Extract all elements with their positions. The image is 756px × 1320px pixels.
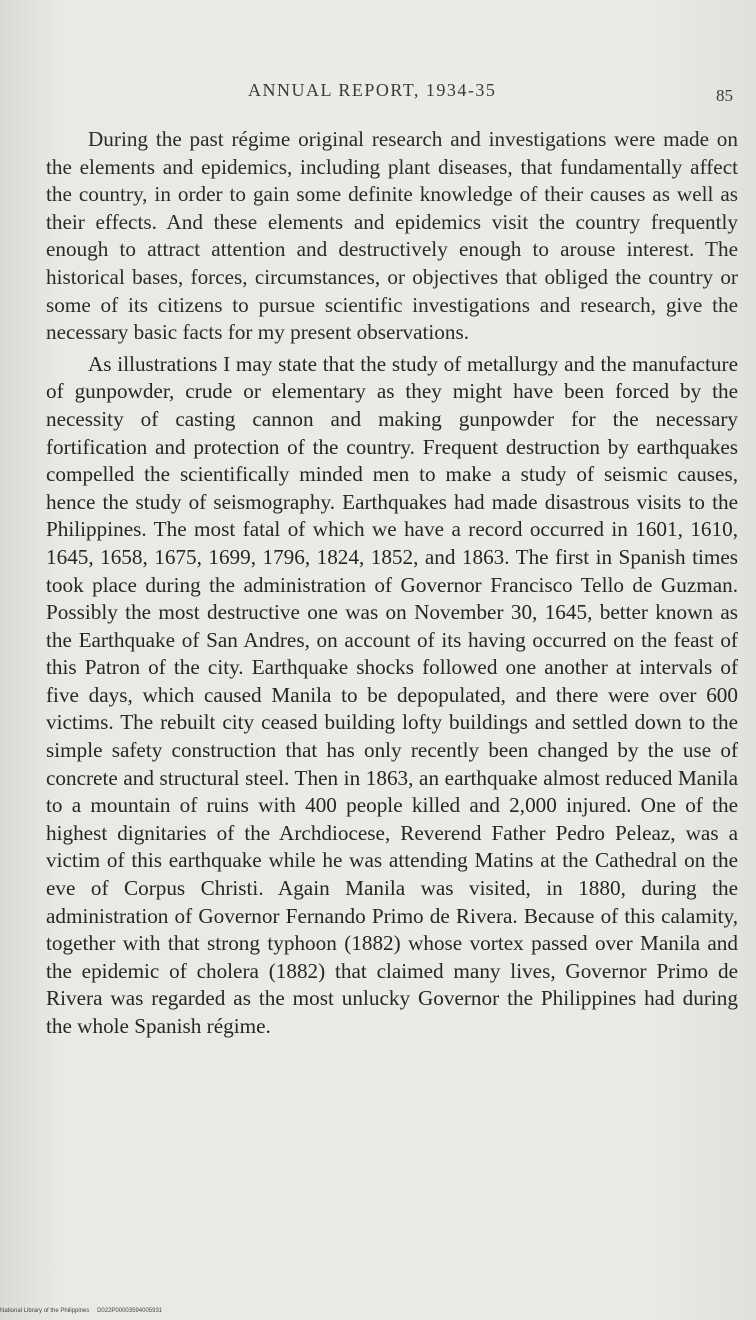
paragraph-2: As illustrations I may state that the study of metallurgy and the manufacture of gunpowder, crude or elementary as they might have been forced by the necessity of casting cannon and making gunpowder for the necessary fortification and protection of the country. Frequent destruction by earthquakes compelled the scientifically minded men to make a study of seismic causes, hence the study of seismography. Earthquakes had made disastrous visits to the Philippines. The most fatal of which we have a record occurred in 1601, 1610, 1645, 1658, 1675, 1699, 1796, 1824, 1852, and 1863. The first in Spanish times took place during the administration of Governor Francisco Tello de Guzman. Possibly the most destructive one was on November 30, 1645, better known as the Earthquake of San Andres, on account of its having occurred on the feast of this Patron of the city. Earthquake shocks followed one another at intervals of five days, which caused Manila to be depopulated, and there were over 600 victims. The rebuilt city ceased building lofty buildings and settled down to the simple safety construction that has only recently been changed by the use of concrete and structural steel. Then in 1863, an earthquake almost reduced Manila to a mountain of ruins with 400 people killed and 2,000 injured. One of the highest dignitaries of the Archdiocese, Reverend Father Pedro Peleaz, was a victim of this earthquake while he was attending Matins at the Cathedral on the eve of Corpus Christi. Again Manila was visited, in 1880, during the administration of Governor Fernando Primo de Rivera. Because of this calamity, together with that strong typhoon (1882) whose vortex passed over Manila and the epidemic of cholera (1882) that claimed many lives, Governor Primo de Rivera was regarded as the most unlucky Governor the Philippines had during the whole Spanish régime. — [46, 351, 738, 1038]
footer-identifier: D022P00003594005931 — [97, 1308, 163, 1314]
page-number: 85 — [716, 86, 733, 105]
body-text — [46, 126, 738, 1041]
footer-library: National Library of the Philippines — [0, 1308, 90, 1314]
header-title: ANNUAL REPORT, 1934-35 — [248, 80, 497, 100]
running-header — [0, 76, 756, 106]
paragraph-1: During the past régime original research and investigations were made on the elements and epidemics, including plant diseases, that fundamentally affect the country, in order to gain some definite knowledge of their causes as well as their effects. And these elements and epidemics visit the country frequently enough to attract attention and destructively enough to arouse interest. The historical bases, forces, circumstances, or objectives that obliged the country or some of its citizens to pursue scientific investigations and research, give the necessary basic facts for my present observations. — [46, 127, 738, 345]
scan-footer — [0, 1308, 168, 1314]
